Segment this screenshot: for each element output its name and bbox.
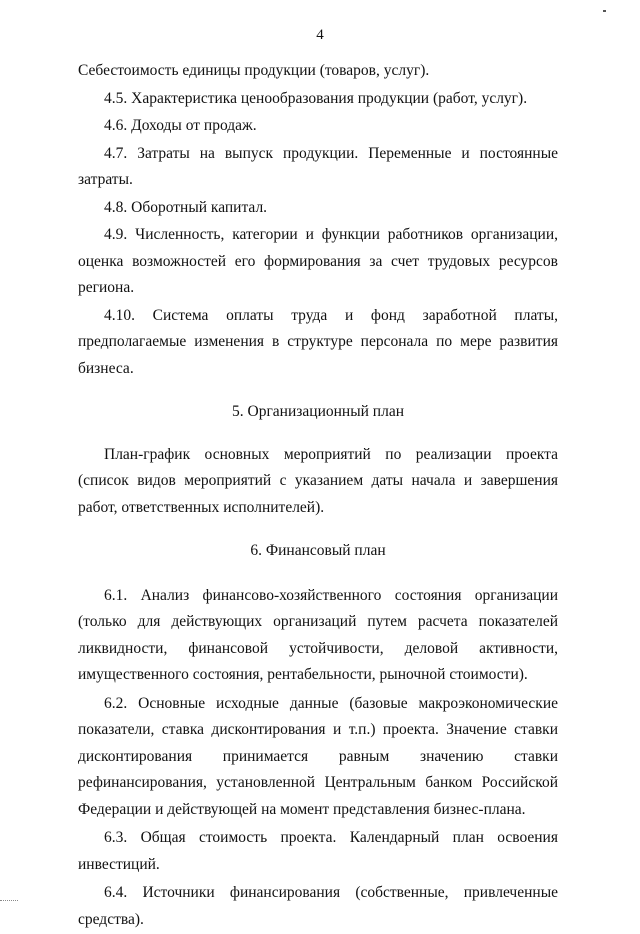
paragraph-4-7: 4.7. Затраты на выпуск продукции. Переменные и постоянные затраты.: [78, 144, 558, 188]
paragraph-4-10: 4.10. Система оплаты труда и фонд заработной платы, предполагаемые изменения в структуре персонала по мере развития бизнеса.: [78, 306, 558, 377]
paragraph-cost-per-unit: Себестоимость единицы продукции (товаров, услуг).: [78, 62, 430, 79]
paragraph-4-9: 4.9. Численность, категории и функции работников организации, оценка возможностей его формирования за счет трудовых ресурсов региона.: [78, 226, 558, 296]
paragraph-6-4: 6.4. Источники финансирования (собственные, привлеченные средства).: [78, 884, 558, 928]
paragraph-6-3: 6.3. Общая стоимость проекта. Календарный план освоения инвестиций.: [78, 829, 558, 873]
paragraph-4-5: 4.5. Характеристика ценообразования продукции (работ, услуг).: [104, 89, 528, 107]
scan-edge-mark: [0, 899, 18, 901]
paragraph-4-6: 4.6. Доходы от продаж.: [104, 117, 257, 134]
paragraph-schedule: План-график основных мероприятий по реализации проекта (список видов мероприятий с указанием даты начала и завершения работ, ответственных исполнителей).: [78, 445, 558, 516]
scan-mark: [603, 10, 606, 12]
paragraph-4-8: 4.8. Оборотный капитал.: [104, 198, 268, 216]
section-heading-financial-plan: 6. Финансовый план: [250, 542, 386, 559]
paragraph-6-1: 6.1. Анализ финансово-хозяйственного состояния организации (только для действующих организаций путем расчета показателей ликвидности, финансовой устойчивости, деловой активности, имущественного состояния, рентабельности, рыночной стоимости).: [78, 586, 558, 683]
paragraph-6-2: 6.2. Основные исходные данные (базовые макроэкономические показатели, ставка дисконтирования и т.п.) проекта. Значение ставки дисконтирования принимается равным значению ставки рефинансирования, установленной Центральным банком Российской Федерации и действующей на момент представления бизнес-плана.: [78, 694, 558, 818]
body-text: [78, 58, 558, 934]
page-number: 4: [316, 27, 324, 43]
section-heading-organizational-plan: 5. Организационный план: [232, 403, 404, 420]
